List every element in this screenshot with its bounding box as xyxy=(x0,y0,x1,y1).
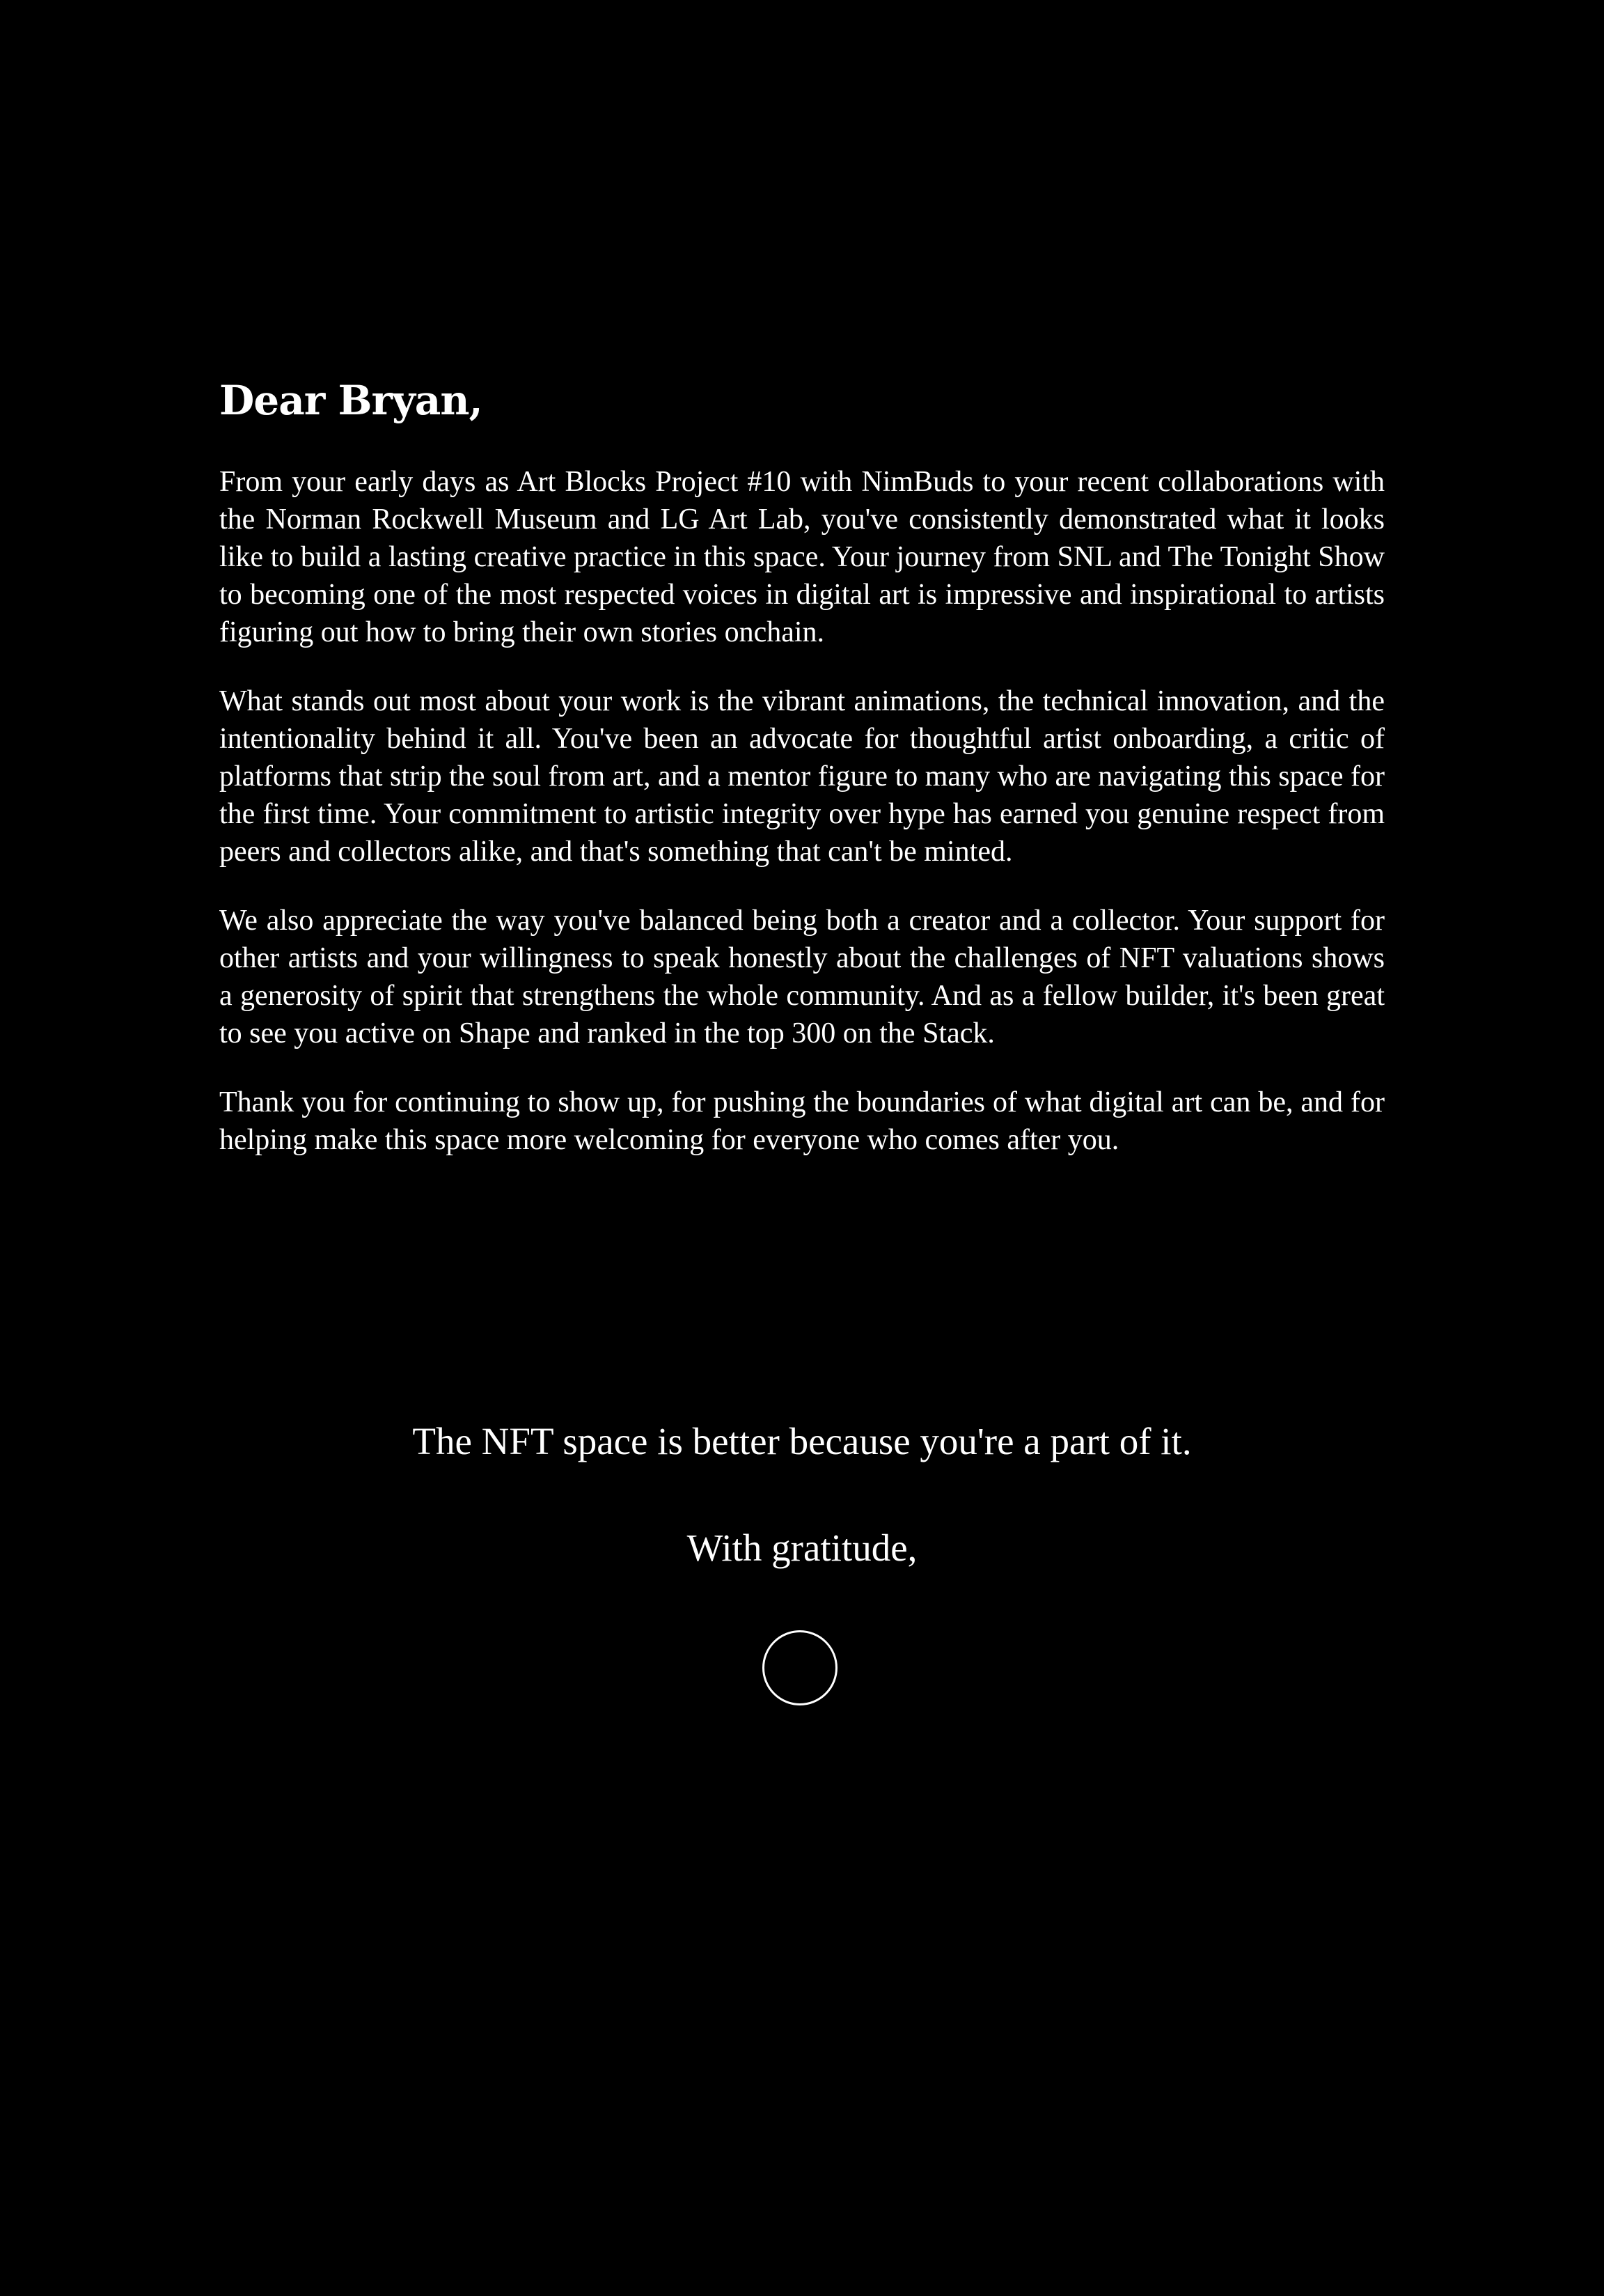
letter-paragraph-3: We also appreciate the way you've balanced being both a creator and a collector. Your support for other artists and your willingness to speak honestly about the challenges of NFT valuations shows a generosity of spirit that strengthens the whole community. And as a fellow builder, it's been great to see you active on Shape and ranked in the top 300 on the Stack. xyxy=(219,905,1385,1049)
letter-body xyxy=(219,373,1385,1190)
letter-paragraph-4: Thank you for continuing to show up, for pushing the boundaries of what digital art can be, and for helping make this space more welcoming for everyone who comes after you. xyxy=(219,1086,1385,1156)
letter-greeting: Dear Bryan, xyxy=(219,377,482,424)
letter-tagline: The NFT space is better because you're a part of it. xyxy=(412,1420,1192,1462)
letter-paragraph-2: What stands out most about your work is the vibrant animations, the technical innovation, and the intentionality behind it all. You've been an advocate for thoughtful artist onboarding, a critic of platforms that strip the soul from art, and a mentor figure to many who are navigating this space for the first time. Your commitment to artistic integrity over hype has earned you genuine respect from peers and collectors alike, and that's something that can't be minted. xyxy=(219,685,1385,868)
letter-signoff: With gratitude, xyxy=(686,1526,918,1569)
circle-signature-icon xyxy=(762,1630,838,1705)
letter-paragraph-1: From your early days as Art Blocks Project #10 with NimBuds to your recent collaborations with the Norman Rockwell Museum and LG Art Lab, you've consistently demonstrated what it looks like to build a lasting creative practice in this space. Your journey from SNL and The Tonight Show to becoming one of the most respected voices in digital art is impressive and inspirational to artists figuring out how to bring their own stories onchain. xyxy=(219,466,1385,648)
